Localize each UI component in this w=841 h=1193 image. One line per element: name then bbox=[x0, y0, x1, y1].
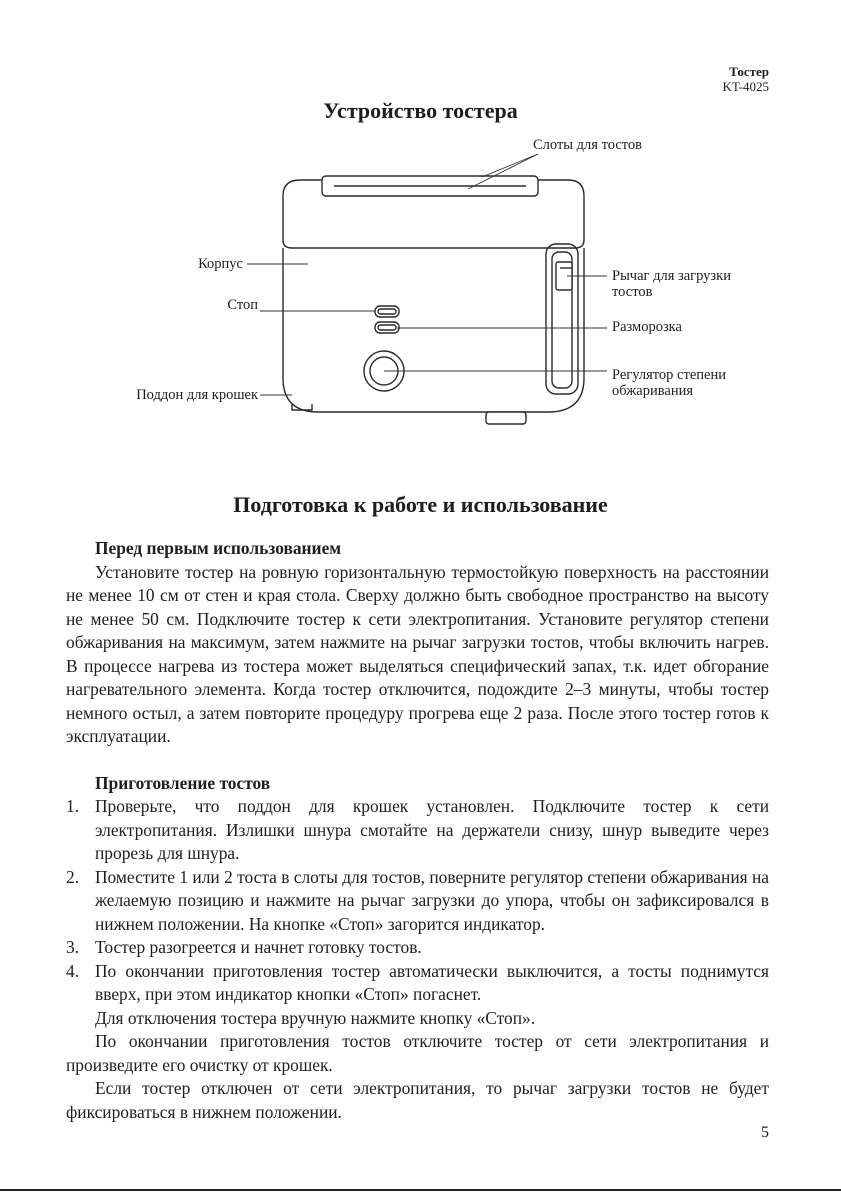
list-item: 2. Поместите 1 или 2 тоста в слоты для тостов, поверните регулятор степени обжаривания на желаемую позицию и нажмите на рычаг загрузки до упора, чтобы он зафиксировался в нижнем положении. На кнопке «Стоп» загорится индикатор. bbox=[66, 866, 769, 934]
label-regulator: Регулятор степени обжаривания bbox=[612, 367, 726, 399]
header-product: Тостер bbox=[729, 64, 769, 79]
list-item: 1. Проверьте, что поддон для крошек установлен. Подключите тостер к сети электропитания. Излишки шнура смотайте на держатели снизу, шнур выведите через прорезь для шнура. bbox=[66, 796, 769, 863]
instructions-body bbox=[66, 537, 769, 1124]
diagram-title: Устройство тостера bbox=[323, 98, 518, 123]
label-body: Корпус bbox=[198, 256, 243, 272]
after-use-paragraph: По окончании приготовления тостов отключите тостер от сети электропитания и произведите его очистку от крошек. bbox=[66, 1031, 769, 1075]
first-use-heading: Перед первым использованием bbox=[95, 538, 342, 558]
first-use-paragraph: Установите тостер на ровную горизонтальную термостойкую поверхность на расстоянии не менее 10 см от стен и края стола. Сверху должно быть свободное пространство на высоту не менее 50 см. Подключите тостер к сети электропитания. Установите регулятор степени обжаривания на максимум, затем нажмите на рычаг загрузки тостов, чтобы включить нагрев. В процессе нагрева из тостера может выделяться специфический запах, т.к. идет обгорание нагревательного элемента. Когда тостер отключится, подождите 2–3 минуты, чтобы тостер немного остыл, а затем повторите процедуру прогрева еще 2 раза. После этого тостер готов к эксплуатации. bbox=[66, 561, 769, 746]
toaster-diagram bbox=[0, 0, 841, 470]
manual-off-paragraph: Для отключения тостера вручную нажмите кнопку «Стоп». bbox=[95, 1007, 536, 1028]
section-title: Подготовка к работе и использование bbox=[233, 492, 608, 517]
toaster-foot bbox=[486, 412, 526, 424]
bottom-rule bbox=[0, 1189, 841, 1191]
label-slots: Слоты для тостов bbox=[533, 137, 643, 153]
toasting-heading: Приготовление тостов bbox=[95, 772, 271, 793]
label-lever: Рычаг для загрузки тостов bbox=[612, 268, 731, 300]
label-crumb-tray: Поддон для крошек bbox=[136, 387, 258, 403]
header-model: KT-4025 bbox=[722, 79, 769, 94]
list-item: 3. Тостер разогреется и начнет готовку тостов. bbox=[66, 937, 422, 957]
label-stop: Стоп bbox=[227, 297, 258, 313]
toaster-body-outline bbox=[283, 248, 584, 412]
page-number: 5 bbox=[761, 1124, 769, 1141]
list-item: 4. По окончании приготовления тостер автоматически выключится, а тосты поднимутся вверх, при этом индикатор кнопки «Стоп» погаснет. bbox=[66, 960, 769, 1004]
toasting-steps bbox=[66, 795, 769, 1007]
label-defrost: Разморозка bbox=[612, 319, 682, 335]
lever-note-paragraph: Если тостер отключен от сети электропитания, то рычаг загрузки тостов не будет фиксироваться в нижнем положении. bbox=[66, 1078, 769, 1122]
